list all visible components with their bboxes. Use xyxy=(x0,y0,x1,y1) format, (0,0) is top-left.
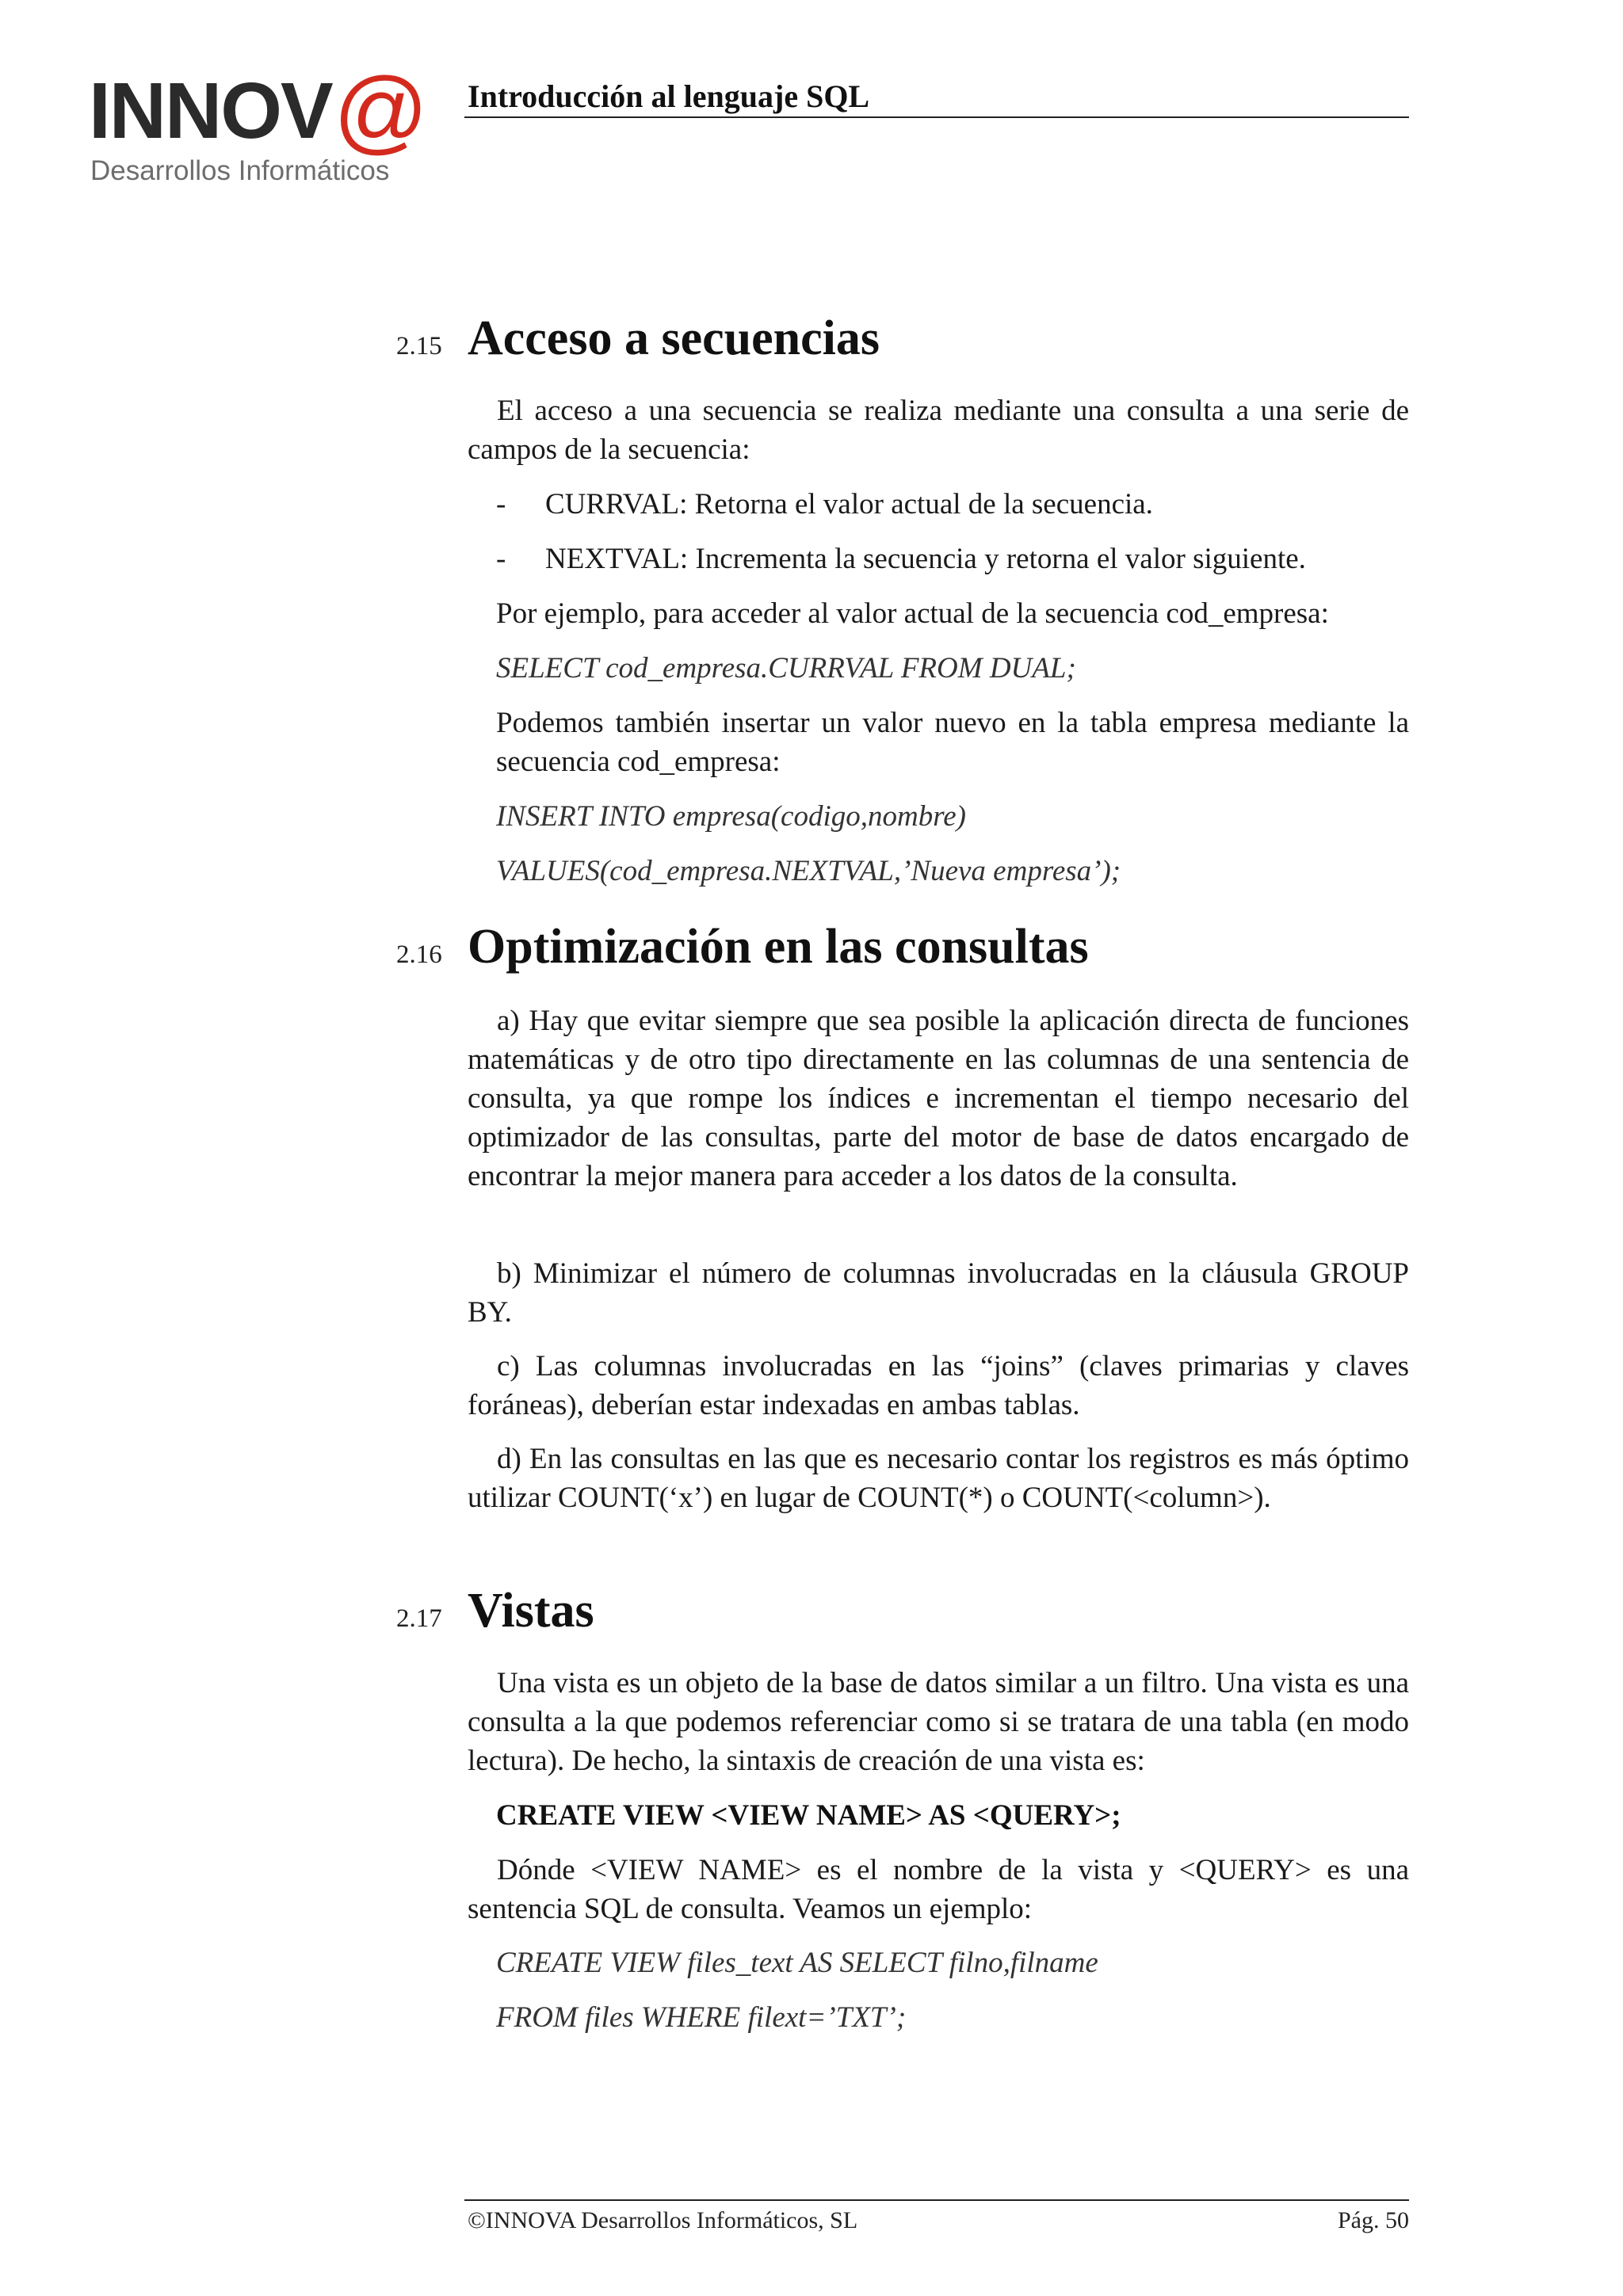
footer-rule xyxy=(464,2199,1409,2201)
bullet-dash: - xyxy=(496,488,506,521)
syntax-statement: CREATE VIEW <VIEW NAME> AS <QUERY>; xyxy=(496,1799,1121,1832)
paragraph: Dónde <VIEW NAME> es el nombre de la vista y <QUERY> es una sentencia SQL de consulta. Veamos un ejemplo: xyxy=(468,1854,1409,1925)
section-heading-2-16 xyxy=(396,919,1419,975)
paragraph: c) Las columnas involucradas en las “joins” (claves primarias y claves foráneas), deberían estar indexadas en ambas tablas. xyxy=(468,1350,1409,1421)
code-example: FROM files WHERE filext=’TXT’; xyxy=(496,2001,907,2034)
section-title: Optimización en las consultas xyxy=(468,920,1089,974)
list-item xyxy=(496,485,1409,524)
section-title: Vistas xyxy=(468,1584,594,1638)
section-number: 2.16 xyxy=(396,940,442,969)
paragraph: Por ejemplo, para acceder al valor actual de la secuencia cod_empresa: xyxy=(496,597,1329,630)
company-logo xyxy=(89,59,461,192)
section-heading-2-17 xyxy=(396,1583,1419,1639)
logo-at-sign: @ xyxy=(333,59,429,163)
footer-copyright: ©INNOVA Desarrollos Informáticos, SL xyxy=(468,2207,858,2233)
code-example: VALUES(cod_empresa.NEXTVAL,’Nueva empresa’); xyxy=(496,855,1121,887)
list-item-text: NEXTVAL: Incrementa la secuencia y retorna el valor siguiente. xyxy=(545,543,1306,575)
logo-subtitle: Desarrollos Informáticos xyxy=(90,155,390,186)
logo-word: INNOV xyxy=(89,67,332,155)
logo-mark xyxy=(89,59,429,163)
code-example: SELECT cod_empresa.CURRVAL FROM DUAL; xyxy=(496,652,1076,685)
list-item-text: CURRVAL: Retorna el valor actual de la secuencia. xyxy=(545,488,1153,521)
section-number: 2.15 xyxy=(396,332,442,360)
paragraph: d) En las consultas en las que es necesario contar los registros es más óptimo utilizar COUNT(‘x’) en lugar de COUNT(*) o COUNT(<column>). xyxy=(468,1443,1409,1514)
section-number: 2.17 xyxy=(396,1604,442,1633)
section-heading-2-15 xyxy=(396,311,1419,367)
bullet-dash: - xyxy=(496,543,506,575)
running-header-title: Introducción al lenguaje SQL xyxy=(468,78,870,114)
paragraph: El acceso a una secuencia se realiza mediante una consulta a una serie de campos de la secuencia: xyxy=(468,395,1409,466)
paragraph: b) Minimizar el número de columnas involucradas en la cláusula GROUP BY. xyxy=(468,1257,1409,1329)
code-example: INSERT INTO empresa(codigo,nombre) xyxy=(496,800,966,833)
code-example: CREATE VIEW files_text AS SELECT filno,filname xyxy=(496,1947,1098,1979)
list-item xyxy=(496,540,1409,578)
paragraph: a) Hay que evitar siempre que sea posible la aplicación directa de funciones matemáticas y de otro tipo directamente en las columnas de una sentencia de consulta, ya que rompe los índices e incrementan el tiempo necesario del optimizador de las consultas, parte del motor de base de datos encargado de encontrar la mejor manera para acceder a los datos de la consulta. xyxy=(468,1005,1409,1192)
paragraph: Una vista es un objeto de la base de datos similar a un filtro. Una vista es una consulta a la que podemos referenciar como si se tratara de una tabla (en modo lectura). De hecho, la sintaxis de creación de una vista es: xyxy=(468,1667,1409,1777)
section-title: Acceso a secuencias xyxy=(468,311,880,365)
page-number: Pág. 50 xyxy=(1338,2207,1409,2233)
paragraph: Podemos también insertar un valor nuevo en la tabla empresa mediante la secuencia cod_empresa: xyxy=(496,707,1409,778)
header-rule xyxy=(464,116,1409,118)
